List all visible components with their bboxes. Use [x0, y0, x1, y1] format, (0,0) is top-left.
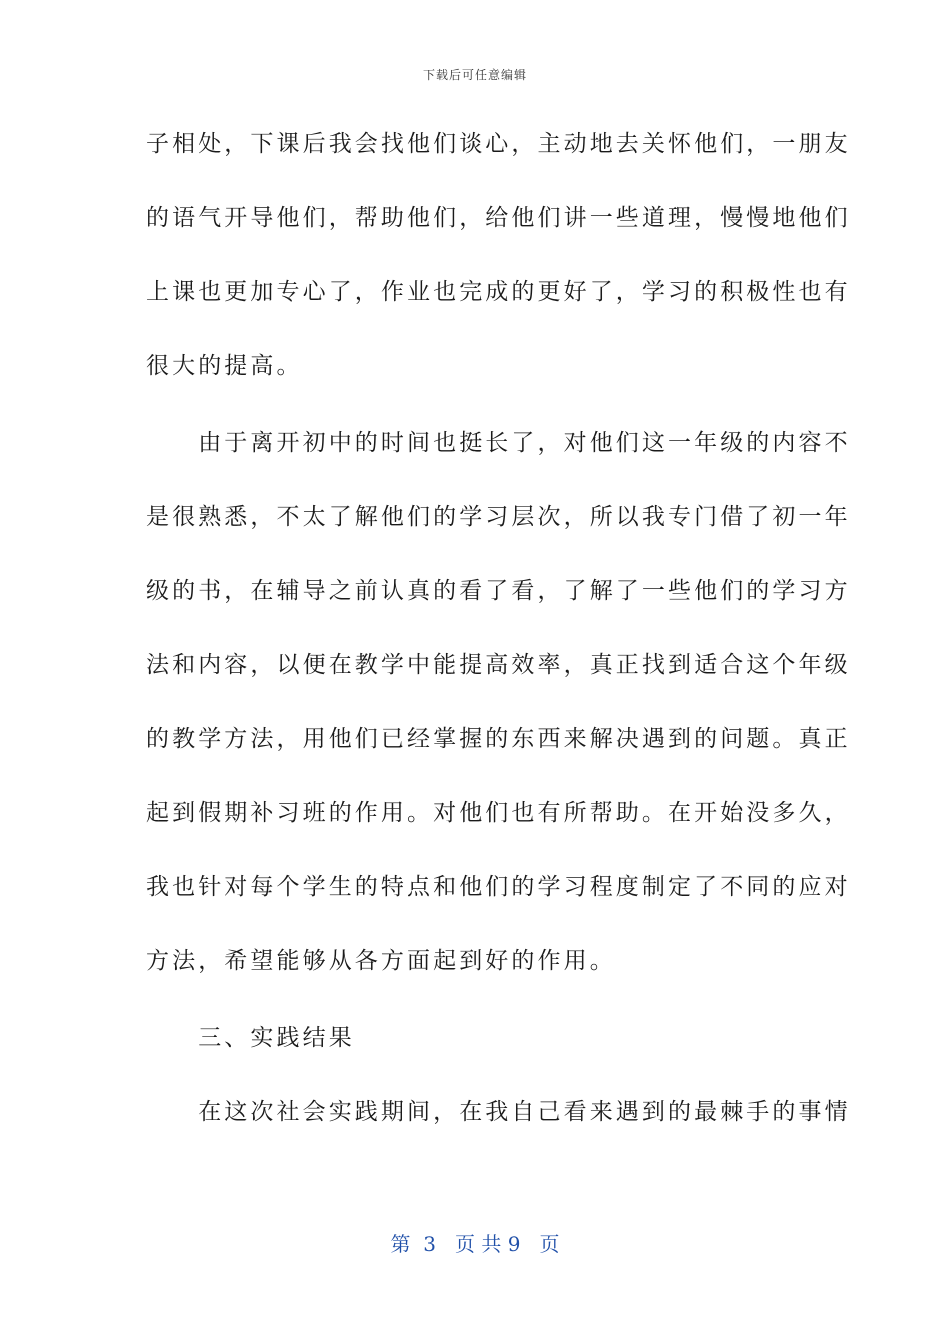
paragraph-line: 在这次社会实践期间，在我自己看来遇到的最棘手的事情	[146, 1099, 851, 1125]
section-heading: 三、实践结果	[146, 1025, 355, 1051]
paragraph-line: 的语气开导他们，帮助他们，给他们讲一些道理，慢慢地他们	[146, 205, 851, 231]
paragraph-line: 很大的提高。	[146, 353, 303, 379]
paragraph-line: 子相处，下课后我会找他们谈心，主动地去关怀他们，一朋友	[146, 131, 851, 157]
paragraph-line: 由于离开初中的时间也挺长了，对他们这一年级的内容不	[146, 430, 851, 456]
paragraph-line: 是很熟悉，不太了解他们的学习层次，所以我专门借了初一年	[146, 504, 851, 530]
paragraph-line: 法和内容，以便在教学中能提高效率，真正找到适合这个年级	[146, 652, 851, 678]
paragraph-line: 上课也更加专心了，作业也完成的更好了，学习的积极性也有	[146, 279, 851, 305]
page-header: 下载后可任意编辑	[422, 68, 527, 82]
paragraph-line: 我也针对每个学生的特点和他们的学习程度制定了不同的应对	[146, 874, 851, 900]
paragraph-line: 的教学方法，用他们已经掌握的东西来解决遇到的问题。真正	[146, 726, 851, 752]
paragraph-line: 起到假期补习班的作用。对他们也有所帮助。在开始没多久，	[146, 800, 851, 826]
paragraph-line: 方法，希望能够从各方面起到好的作用。	[146, 948, 616, 974]
page-number-footer: 第 3 页 共 9 页	[390, 1232, 560, 1256]
paragraph-line: 级的书，在辅导之前认真的看了看，了解了一些他们的学习方	[146, 578, 851, 604]
